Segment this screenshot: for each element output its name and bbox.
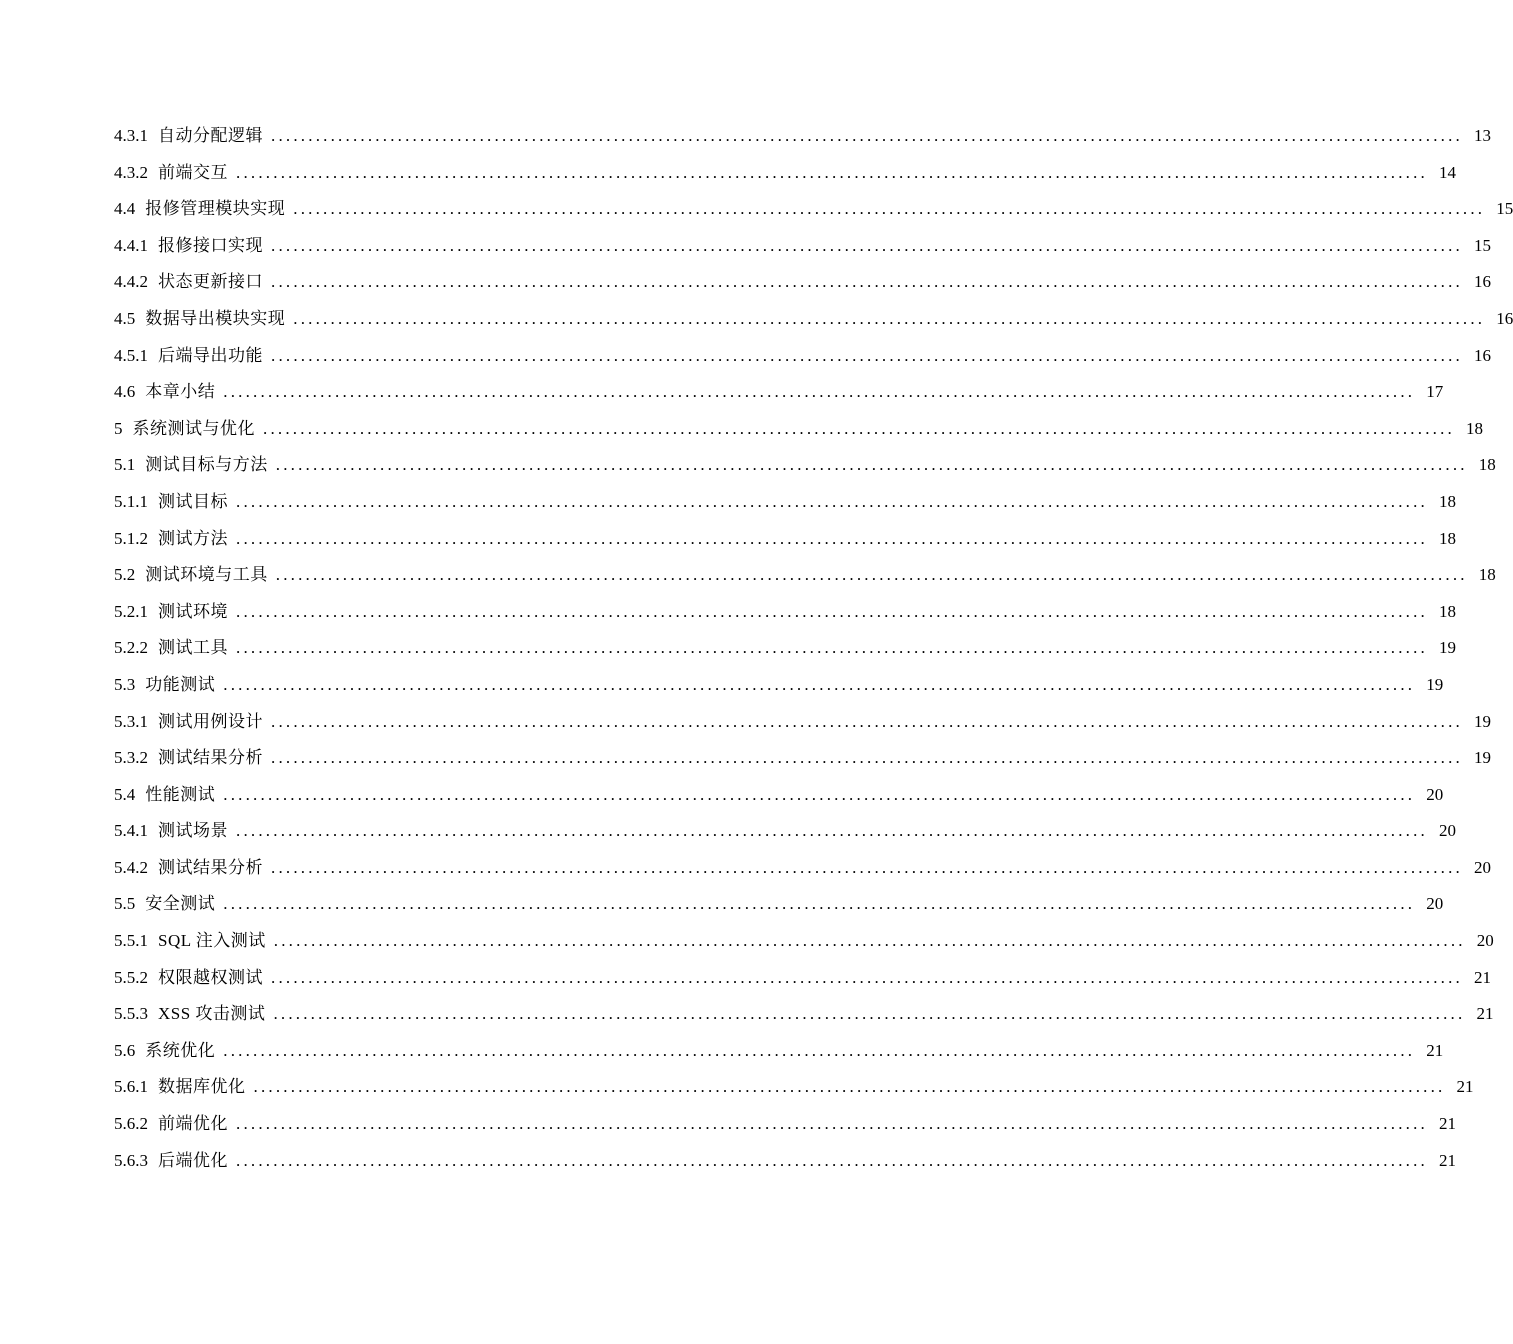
toc-entry-title: 系统优化 bbox=[145, 1040, 216, 1060]
toc-entry[interactable] bbox=[114, 191, 1513, 228]
toc-entry-page-number: 18 bbox=[1466, 418, 1483, 438]
toc-entry-number: 5.2.1 bbox=[114, 601, 148, 621]
toc-entry[interactable] bbox=[114, 484, 1456, 521]
toc-entry[interactable] bbox=[114, 1106, 1456, 1143]
toc-entry-page-number: 13 bbox=[1474, 126, 1491, 145]
toc-dot-leader: ................................................................................................................................................................ bbox=[223, 382, 1416, 402]
toc-entry-page-number: 20 bbox=[1476, 931, 1494, 951]
table-of-contents bbox=[114, 118, 1513, 1179]
toc-dot-leader: ................................................................................................................................................................ bbox=[271, 126, 1463, 145]
toc-entry-title: 安全测试 bbox=[145, 894, 216, 914]
toc-entry-title: 前端优化 bbox=[158, 1114, 228, 1134]
toc-entry-number: 5.6.3 bbox=[114, 1150, 148, 1170]
toc-entry-number: 4.4.1 bbox=[114, 235, 148, 255]
toc-entry[interactable] bbox=[114, 228, 1491, 265]
toc-entry-number: 5.1.2 bbox=[114, 528, 148, 548]
toc-dot-leader: ................................................................................................................................................................ bbox=[223, 674, 1416, 694]
toc-dot-leader: ................................................................................................................................................................ bbox=[273, 931, 1466, 951]
toc-entry-title: 状态更新接口 bbox=[158, 272, 263, 292]
toc-entry-number: 5.3 bbox=[114, 674, 136, 694]
toc-entry-number: 5.6.1 bbox=[114, 1077, 148, 1097]
toc-entry-page-number: 21 bbox=[1474, 967, 1491, 987]
toc-entry-number: 5.4.1 bbox=[114, 821, 148, 841]
toc-dot-leader: ................................................................................................................................................................ bbox=[223, 894, 1416, 914]
toc-entry[interactable] bbox=[114, 996, 1494, 1033]
toc-entry-number: 4.4 bbox=[114, 199, 136, 219]
toc-entry-title: 权限越权测试 bbox=[158, 967, 263, 987]
toc-entry-title: 报修管理模块实现 bbox=[145, 199, 286, 219]
toc-entry-title: SQL 注入测试 bbox=[158, 931, 266, 951]
toc-entry-title: 测试工具 bbox=[158, 638, 228, 658]
toc-entry-page-number: 18 bbox=[1439, 491, 1456, 511]
toc-entry-page-number: 16 bbox=[1474, 345, 1491, 365]
toc-entry-title: 自动分配逻辑 bbox=[158, 126, 263, 145]
toc-entry-title: 测试方法 bbox=[158, 528, 228, 548]
toc-dot-leader: ................................................................................................................................................................ bbox=[273, 1004, 1466, 1024]
toc-entry[interactable] bbox=[114, 1143, 1456, 1180]
toc-dot-leader: ................................................................................................................................................................ bbox=[271, 345, 1463, 365]
toc-entry-title: 测试结果分析 bbox=[158, 857, 263, 877]
toc-entry-page-number: 21 bbox=[1426, 1040, 1444, 1060]
toc-entry-number: 5.4.2 bbox=[114, 857, 148, 877]
toc-dot-leader: ................................................................................................................................................................ bbox=[271, 235, 1463, 255]
toc-entry-title: XSS 攻击测试 bbox=[158, 1004, 266, 1024]
toc-dot-leader: ................................................................................................................................................................ bbox=[223, 784, 1416, 804]
toc-entry[interactable] bbox=[114, 960, 1491, 997]
toc-dot-leader: ................................................................................................................................................................ bbox=[236, 638, 1428, 658]
toc-entry[interactable] bbox=[114, 777, 1444, 814]
toc-entry-number: 5.1 bbox=[114, 455, 136, 475]
toc-entry-number: 4.5.1 bbox=[114, 345, 148, 365]
toc-entry-number: 5.6.2 bbox=[114, 1114, 148, 1134]
toc-entry[interactable] bbox=[114, 338, 1491, 375]
toc-entry-title: 后端优化 bbox=[158, 1150, 228, 1170]
toc-entry-page-number: 20 bbox=[1439, 821, 1456, 841]
toc-entry-title: 测试目标与方法 bbox=[145, 455, 268, 475]
toc-entry-number: 4.6 bbox=[114, 382, 136, 402]
toc-dot-leader: ................................................................................................................................................................ bbox=[236, 491, 1428, 511]
toc-entry-page-number: 19 bbox=[1426, 674, 1444, 694]
toc-entry[interactable] bbox=[114, 594, 1456, 631]
toc-entry[interactable] bbox=[114, 447, 1496, 484]
toc-dot-leader: ................................................................................................................................................................ bbox=[253, 1077, 1446, 1097]
toc-entry[interactable] bbox=[114, 301, 1513, 338]
toc-entry-page-number: 20 bbox=[1426, 894, 1444, 914]
toc-entry-number: 5.3.2 bbox=[114, 748, 148, 768]
toc-entry-number: 4.3.2 bbox=[114, 162, 148, 182]
toc-entry-title: 系统测试与优化 bbox=[132, 418, 255, 438]
toc-entry-page-number: 15 bbox=[1474, 235, 1491, 255]
toc-entry-title: 测试场景 bbox=[158, 821, 228, 841]
toc-entry[interactable] bbox=[114, 667, 1444, 704]
toc-entry[interactable] bbox=[114, 411, 1483, 448]
toc-entry-number: 5.4 bbox=[114, 784, 136, 804]
toc-entry-title: 数据库优化 bbox=[158, 1077, 246, 1097]
toc-entry-page-number: 21 bbox=[1439, 1150, 1456, 1170]
toc-entry-page-number: 19 bbox=[1474, 748, 1491, 768]
toc-dot-leader: ................................................................................................................................................................ bbox=[263, 418, 1455, 438]
toc-dot-leader: ................................................................................................................................................................ bbox=[236, 1150, 1428, 1170]
toc-entry-page-number: 20 bbox=[1426, 784, 1444, 804]
toc-entry[interactable] bbox=[114, 923, 1494, 960]
toc-entry-title: 本章小结 bbox=[145, 382, 216, 402]
toc-entry-page-number: 21 bbox=[1439, 1114, 1456, 1134]
toc-entry-number: 5 bbox=[114, 418, 123, 438]
toc-entry-page-number: 16 bbox=[1474, 272, 1491, 292]
toc-entry[interactable] bbox=[114, 813, 1456, 850]
toc-entry[interactable] bbox=[114, 1033, 1444, 1070]
toc-entry[interactable] bbox=[114, 704, 1491, 741]
toc-entry-title: 测试环境与工具 bbox=[145, 565, 268, 585]
toc-dot-leader: ................................................................................................................................................................ bbox=[271, 857, 1463, 877]
toc-entry-number: 4.5 bbox=[114, 308, 136, 328]
toc-dot-leader: ................................................................................................................................................................ bbox=[236, 528, 1428, 548]
toc-dot-leader: ................................................................................................................................................................ bbox=[271, 272, 1463, 292]
toc-entry-title: 前端交互 bbox=[158, 162, 228, 182]
toc-entry-number: 5.5.3 bbox=[114, 1004, 148, 1024]
toc-entry-title: 功能测试 bbox=[145, 674, 216, 694]
toc-dot-leader: ................................................................................................................................................................ bbox=[236, 162, 1428, 182]
toc-entry-page-number: 18 bbox=[1439, 601, 1456, 621]
toc-entry-number: 5.2.2 bbox=[114, 638, 148, 658]
toc-dot-leader: ................................................................................................................................................................ bbox=[271, 711, 1463, 731]
toc-entry[interactable] bbox=[114, 374, 1444, 411]
toc-dot-leader: ................................................................................................................................................................ bbox=[236, 821, 1428, 841]
toc-entry-page-number: 14 bbox=[1439, 162, 1456, 182]
toc-entry-number: 4.4.2 bbox=[114, 272, 148, 292]
toc-entry-number: 4.3.1 bbox=[114, 126, 148, 145]
toc-entry-page-number: 15 bbox=[1496, 199, 1513, 219]
toc-entry-number: 5.5 bbox=[114, 894, 136, 914]
toc-dot-leader: ................................................................................................................................................................ bbox=[236, 601, 1428, 621]
toc-entry-page-number: 17 bbox=[1426, 382, 1444, 402]
toc-entry-page-number: 21 bbox=[1456, 1077, 1474, 1097]
toc-dot-leader: ................................................................................................................................................................ bbox=[271, 967, 1463, 987]
toc-entry-page-number: 18 bbox=[1478, 455, 1496, 475]
toc-entry[interactable] bbox=[114, 886, 1444, 923]
toc-entry-title: 数据导出模块实现 bbox=[145, 308, 286, 328]
toc-entry[interactable] bbox=[114, 264, 1491, 301]
toc-entry-page-number: 18 bbox=[1439, 528, 1456, 548]
toc-entry-title: 后端导出功能 bbox=[158, 345, 263, 365]
toc-entry[interactable] bbox=[114, 155, 1456, 192]
toc-entry-page-number: 19 bbox=[1439, 638, 1456, 658]
toc-entry-number: 5.6 bbox=[114, 1040, 136, 1060]
toc-entry-number: 5.5.2 bbox=[114, 967, 148, 987]
toc-dot-leader: ................................................................................................................................................................ bbox=[275, 455, 1468, 475]
toc-dot-leader: ................................................................................................................................................................ bbox=[293, 308, 1486, 328]
toc-entry[interactable] bbox=[114, 630, 1456, 667]
toc-entry-title: 测试环境 bbox=[158, 601, 228, 621]
toc-entry[interactable] bbox=[114, 850, 1491, 887]
toc-entry[interactable] bbox=[114, 557, 1496, 594]
toc-dot-leader: ................................................................................................................................................................ bbox=[271, 748, 1463, 768]
toc-entry-title: 性能测试 bbox=[145, 784, 216, 804]
toc-entry-number: 5.5.1 bbox=[114, 931, 148, 951]
toc-entry-page-number: 21 bbox=[1476, 1004, 1494, 1024]
toc-entry-number: 5.1.1 bbox=[114, 491, 148, 511]
toc-entry-title: 测试目标 bbox=[158, 491, 228, 511]
toc-dot-leader: ................................................................................................................................................................ bbox=[223, 1040, 1416, 1060]
toc-entry-title: 报修接口实现 bbox=[158, 235, 263, 255]
toc-entry-page-number: 18 bbox=[1478, 565, 1496, 585]
toc-entry[interactable] bbox=[114, 740, 1491, 777]
toc-entry-number: 5.3.1 bbox=[114, 711, 148, 731]
toc-entry-number: 5.2 bbox=[114, 565, 136, 585]
toc-dot-leader: ................................................................................................................................................................ bbox=[236, 1114, 1428, 1134]
toc-entry[interactable] bbox=[114, 118, 1491, 155]
toc-dot-leader: ................................................................................................................................................................ bbox=[275, 565, 1468, 585]
toc-entry-title: 测试用例设计 bbox=[158, 711, 263, 731]
toc-entry[interactable] bbox=[114, 1069, 1474, 1106]
toc-entry-page-number: 19 bbox=[1474, 711, 1491, 731]
toc-entry-title: 测试结果分析 bbox=[158, 748, 263, 768]
toc-entry-page-number: 16 bbox=[1496, 308, 1513, 328]
toc-entry-page-number: 20 bbox=[1474, 857, 1491, 877]
toc-entry[interactable] bbox=[114, 521, 1456, 558]
toc-dot-leader: ................................................................................................................................................................ bbox=[293, 199, 1486, 219]
